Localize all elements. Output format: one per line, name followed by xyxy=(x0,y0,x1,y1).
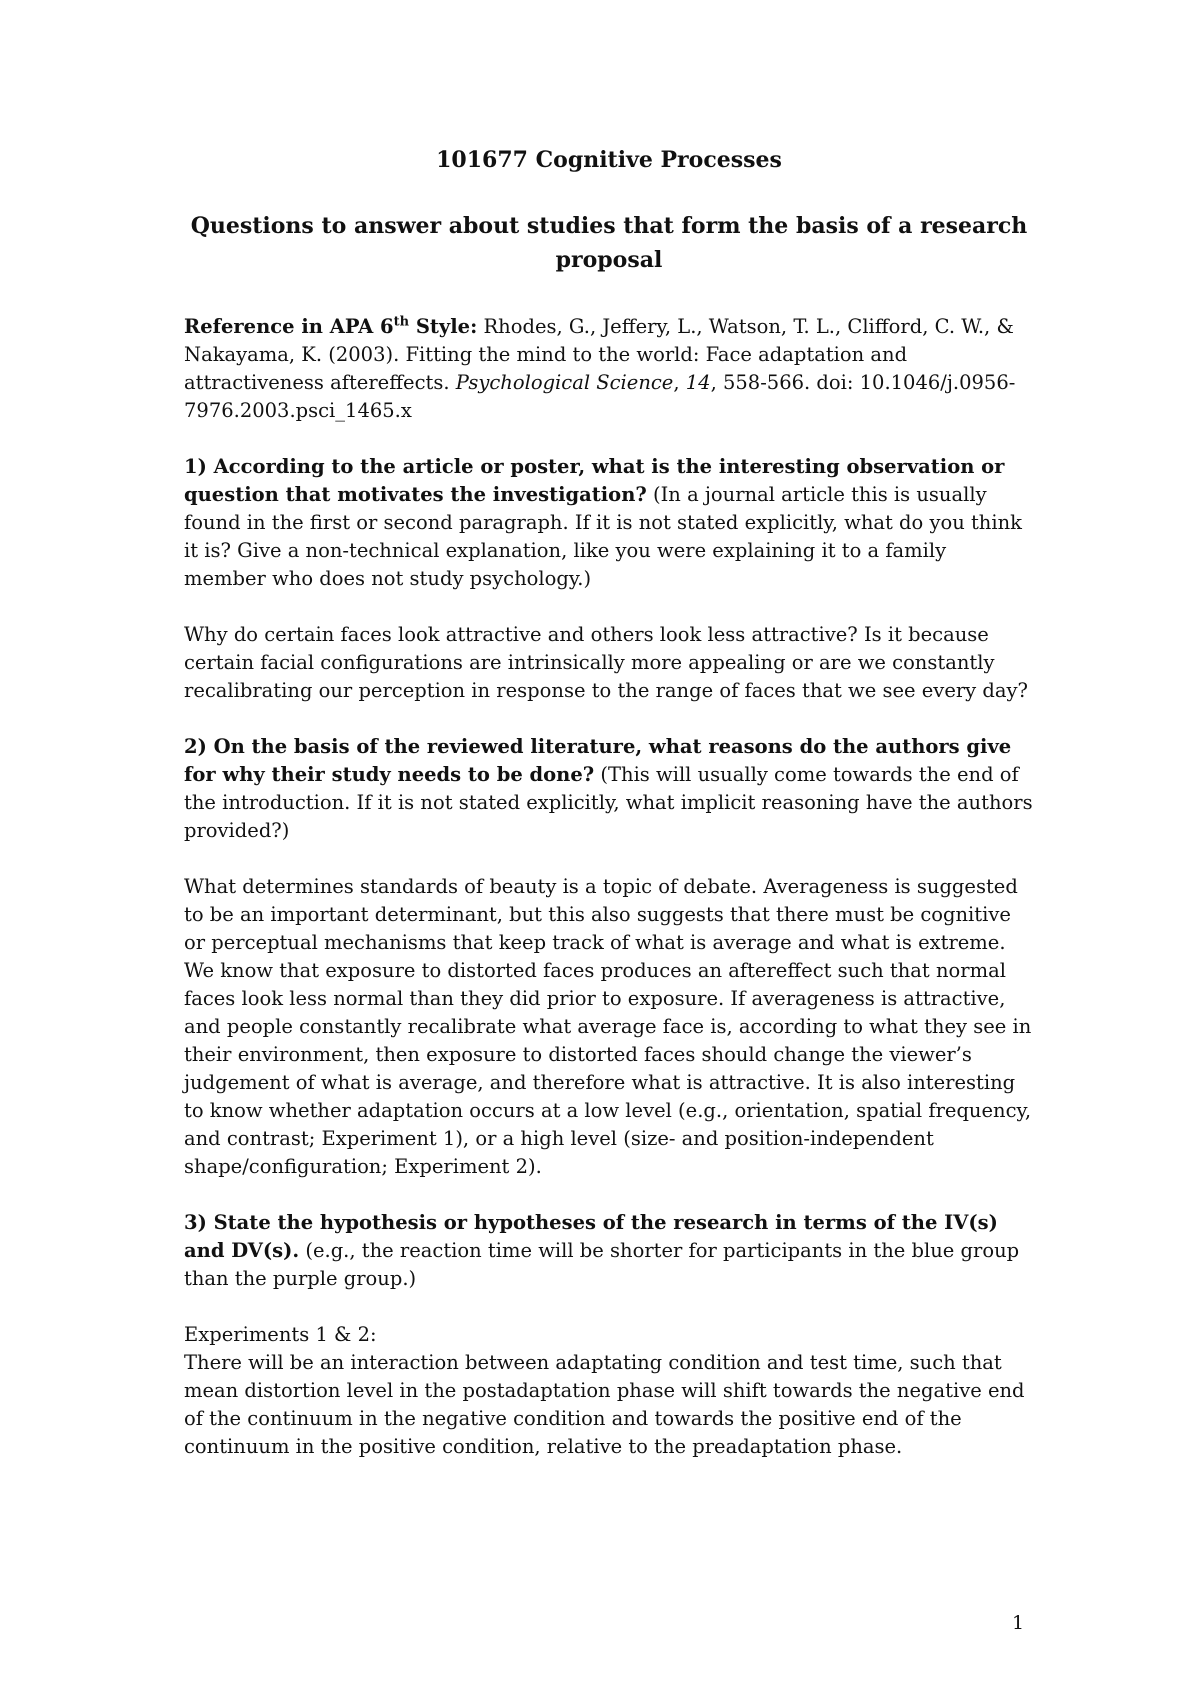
question-1-guidance: (In a journal article this is usually found in the first or second paragraph. If it is not stated explicitly, what do you think it is? Give a non-technical explanation, like you were explaining it to a family member who does not study psychology.) xyxy=(184,483,1022,590)
answer-3 xyxy=(184,1321,1034,1461)
question-2-guidance: (This will usually come towards the end of the introduction. If it is not stated explicitly, what implicit reasoning have the authors provided?) xyxy=(184,763,1033,842)
question-2 xyxy=(184,733,1034,845)
reference-journal: Psychological Science xyxy=(455,371,674,394)
page-title: Questions to answer about studies that form the basis of a research proposal xyxy=(190,213,1028,273)
answer-2: What determines standards of beauty is a topic of debate. Averageness is suggested to be an important determinant, but this also suggests that there must be cognitive or perceptual mechanisms that keep track of what is average and what is extreme. We know that exposure to distorted faces produces an aftereffect such that normal faces look less normal than they did prior to exposure. If averageness is attractive, and people constantly recalibrate what average face is, according to what they see in their environment, then exposure to distorted faces should change the viewer’s judgement of what is average, and therefore what is attractive. It is also interesting to know whether adaptation occurs at a low level (e.g., orientation, spatial frequency, and contrast; Experiment 1), or a high level (size- and position-independent shape/configuration; Experiment 2). xyxy=(184,875,1032,1178)
question-3 xyxy=(184,1209,1034,1293)
page-number: 1 xyxy=(1012,1612,1025,1634)
question-3-guidance: (e.g., the reaction time will be shorter for participants in the blue group than the purple group.) xyxy=(184,1239,1020,1290)
document-body xyxy=(184,145,1034,1489)
answer-3-text: There will be an interaction between adaptating condition and test time, such that mean distortion level in the postadaptation phase will shift towards the negative end of the continuum in the negative condition and towards the positive end of the continuum in the positive condition, relative to the preadaptation phase. xyxy=(184,1351,1025,1458)
question-2-text: 2) On the basis of the reviewed literature, what reasons do the authors give for why their study needs to be done? xyxy=(184,735,1012,786)
reference-pages-doi: , 558-566. doi: 10.1046/j.0956-7976.2003.psci_1465.x xyxy=(184,371,1016,422)
question-3-text: 3) State the hypothesis or hypotheses of the research in terms of the IV(s) and DV(s). xyxy=(184,1211,998,1262)
question-1-text: 1) According to the article or poster, what is the interesting observation or question that motivates the investigation? xyxy=(184,455,1005,506)
reference-label-superscript: th xyxy=(393,314,410,330)
reference-paragraph: Reference in APA 6th Style: Rhodes, G., Jeffery, L., Watson, T. L., Clifford, C. W., & Nakayama, K. (2003). Fitting the mind to the world: Face adaptation and attractiveness aftereffects. Psychological Science, 14, 558-566. doi: 10.1046/j.0956-7976.2003.psci_1465.x xyxy=(184,314,1016,422)
question-1 xyxy=(184,453,1034,593)
reference-volume: 14 xyxy=(685,371,711,394)
answer-1: Why do certain faces look attractive and others look less attractive? Is it because certain facial configurations are intrinsically more appealing or are we constantly recalibrating our perception in response to the range of faces that we see every day? xyxy=(184,623,1028,702)
answer-3-heading: Experiments 1 & 2: xyxy=(184,1323,377,1346)
course-title: 101677 Cognitive Processes xyxy=(436,147,782,173)
reference-citation: Rhodes, G., Jeffery, L., Watson, T. L., Clifford, C. W., & Nakayama, K. (2003). Fitting the mind to the world: Face adaptation and attractiveness aftereffects. xyxy=(184,315,1014,394)
reference-label: Reference in APA 6th Style: xyxy=(184,314,478,338)
